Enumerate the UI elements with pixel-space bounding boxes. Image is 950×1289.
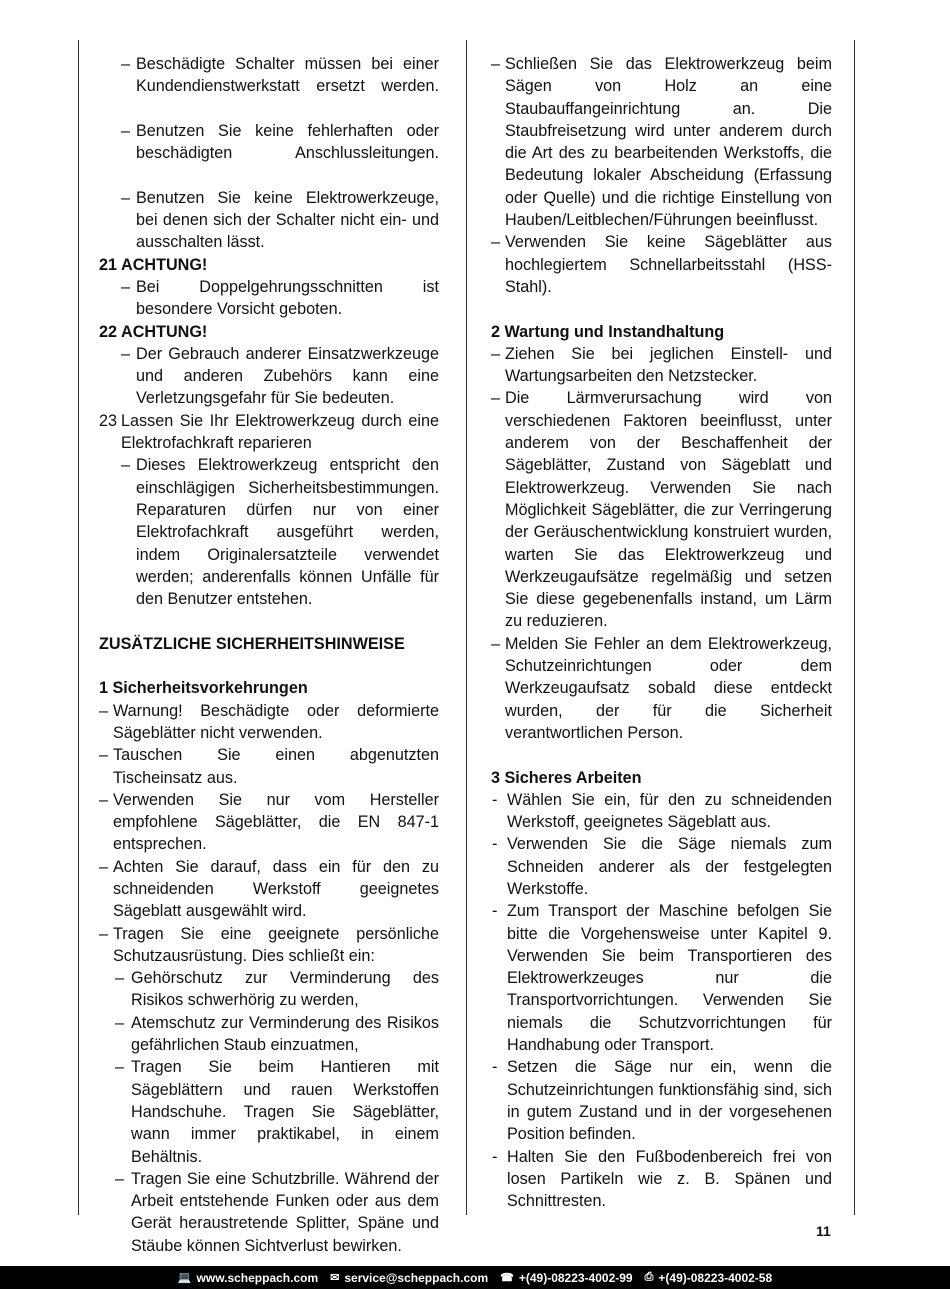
item-text: Der Gebrauch anderer Einsatzwerkzeuge und anderen Zubehörs kann eine Verletzungsgefahr für Sie bedeuten.: [136, 344, 439, 408]
list-item: [491, 833, 832, 900]
email-text: service@scheppach.com: [344, 1270, 489, 1285]
dash-marker: –: [121, 456, 131, 475]
dash-marker: –: [115, 1013, 125, 1032]
item-text: ACHTUNG!: [121, 255, 208, 274]
dash-marker: –: [99, 857, 109, 876]
item-text: Achten Sie darauf, dass ein für den zu schneidenden Werkstoff geeignetes Sägeblatt ausgewählt wird.: [113, 857, 439, 921]
item-text: Bei Doppelgehrungsschnitten ist besondere Vorsicht geboten.: [136, 277, 439, 319]
list-item: [491, 231, 832, 298]
list-item: [99, 923, 439, 968]
item-text: 2 Wartung und Instandhaltung: [491, 322, 725, 341]
item-number: 21: [99, 255, 118, 274]
list-item: [491, 1146, 832, 1213]
section-heading: [99, 677, 439, 699]
dash-marker: –: [491, 389, 501, 408]
item-text: Melden Sie Fehler an dem Elektrowerkzeug, Schutzeinrichtungen oder dem Werkzeugaufsatz sobald diese entdeckt wurden, der für die Sicherheit verantwortlichen Person.: [505, 634, 832, 742]
item-text: 3 Sicheres Arbeiten: [491, 768, 642, 787]
dash-marker: –: [491, 233, 501, 252]
dash-marker: –: [99, 790, 109, 809]
item-text: Warnung! Beschädigte oder deformierte Sägeblätter nicht verwenden.: [113, 701, 439, 742]
list-item: [99, 967, 439, 1012]
right-text-column: [491, 53, 832, 1212]
item-text: 1 Sicherheitsvorkehrungen: [99, 679, 308, 698]
footer-email[interactable]: [330, 1271, 488, 1285]
item-text: Halten Sie den Fußbodenbereich frei von losen Partikeln wie z. B. Spänen und Schnittresten.: [507, 1147, 832, 1211]
list-item: [491, 1056, 832, 1145]
numbered-item: [99, 321, 439, 343]
item-text: Benutzen Sie keine fehlerhaften oder beschädigten Anschlussleitungen.: [136, 121, 439, 163]
dash-marker: –: [99, 924, 109, 943]
computer-icon: 💻: [177, 1272, 192, 1284]
fax-icon: ⎙: [644, 1271, 654, 1283]
dash-marker: -: [492, 835, 498, 854]
footer-website[interactable]: [178, 1271, 318, 1285]
list-item: [99, 1056, 439, 1167]
item-text: Atemschutz zur Verminderung des Risikos gefährlichen Staub einzuatmen,: [131, 1013, 439, 1055]
dash-marker: –: [99, 746, 109, 765]
fax-text: +(49)-08223-4002-58: [658, 1270, 773, 1285]
list-item: [491, 387, 832, 632]
dash-marker: –: [115, 969, 125, 988]
section-heading: [99, 633, 439, 655]
dash-marker: –: [115, 1058, 125, 1077]
item-text: Verwenden Sie keine Sägeblätter aus hochlegiertem Schnellarbeitsstahl (HSS-Stahl).: [505, 233, 832, 296]
paragraph-gap: [491, 298, 832, 320]
numbered-item: [99, 410, 439, 455]
item-text: Tragen Sie eine Schutzbrille. Während der Arbeit entstehende Funken oder aus dem Gerät heraustretende Splitter, Späne und Stäube können Sichtverlust bewirken.: [131, 1169, 439, 1255]
list-item: [99, 789, 439, 856]
list-item: [99, 454, 439, 610]
dash-marker: –: [491, 344, 501, 363]
dash-marker: –: [121, 277, 131, 296]
footer-fax: [645, 1271, 773, 1285]
dash-marker: –: [121, 55, 131, 73]
section-heading: [491, 321, 832, 343]
item-text: Wählen Sie ein, für den zu schneidenden Werkstoff, geeignetes Sägeblatt aus.: [507, 790, 832, 832]
item-number: 23: [99, 411, 118, 430]
item-text: Beschädigte Schalter müssen bei einer Kundendienstwerkstatt ersetzt werden.: [136, 55, 439, 96]
numbered-item: [99, 254, 439, 276]
item-text: Verwenden Sie die Säge niemals zum Schneiden anderer als der festgelegten Werkstoffe.: [507, 835, 832, 898]
center-divider-rule: [466, 40, 467, 1215]
contact-footer: [0, 1266, 950, 1289]
dash-marker: –: [115, 1169, 125, 1188]
dash-marker: –: [121, 344, 131, 363]
item-text: Lassen Sie Ihr Elektrowerkzeug durch eine Elektrofachkraft reparieren: [121, 411, 439, 453]
list-item: [491, 789, 832, 834]
list-item: [99, 1168, 439, 1257]
dash-marker: –: [491, 634, 501, 653]
list-item: [491, 900, 832, 1056]
section-heading: [491, 767, 832, 789]
list-item: [99, 700, 439, 745]
item-text: Setzen die Säge nur ein, wenn die Schutzeinrichtungen funktionsfähig sind, sich in gutem Zustand und in der vorgesehenen Position befinden.: [507, 1058, 832, 1144]
left-text-column: [99, 53, 439, 1257]
right-border-rule: [854, 40, 855, 1215]
item-text: Tragen Sie eine geeignete persönliche Schutzausrüstung. Dies schließt ein:: [113, 924, 439, 965]
item-text: Dieses Elektrowerkzeug entspricht den einschlägigen Sicherheitsbestimmungen. Reparaturen dürfen nur von einer Elektrofachkraft ausgeführt werden, indem Originalersatzteile verwendet werden; anderenfalls können Unfälle für den Benutzer entstehen.: [136, 456, 439, 609]
list-item: [99, 120, 439, 187]
paragraph-gap: [491, 744, 832, 766]
mail-icon: ✉: [330, 1272, 340, 1284]
item-text: Tragen Sie beim Hantieren mit Sägeblättern und rauen Werkstoffen Handschuhe. Tragen Sie Sägeblätter, wann immer praktikabel, in einem Behältnis.: [131, 1058, 439, 1166]
list-item: [99, 187, 439, 254]
dash-marker: -: [492, 790, 498, 809]
dash-marker: -: [492, 1147, 498, 1166]
dash-marker: –: [121, 121, 131, 140]
item-text: Zum Transport der Maschine befolgen Sie bitte die Vorgehensweise unter Kapitel 9. Verwenden Sie beim Transportieren des Elektrowerkzeuges nur die Transportvorrichtungen. Verwenden Sie niemals die Schutzvorrichtungen für Handhabung oder Transport.: [507, 902, 832, 1055]
left-border-rule: [78, 40, 79, 1215]
item-text: Ziehen Sie bei jeglichen Einstell- und Wartungsarbeiten den Netzstecker.: [505, 344, 832, 386]
item-text: Benutzen Sie keine Elektrowerkzeuge, bei denen sich der Schalter nicht ein- und ausschalten lässt.: [136, 188, 439, 252]
list-item: [491, 633, 832, 744]
list-item: [491, 53, 832, 231]
list-item: [99, 343, 439, 410]
website-text: www.scheppach.com: [196, 1270, 319, 1285]
paragraph-gap: [99, 655, 439, 677]
list-item: [99, 1012, 439, 1057]
paragraph-gap: [99, 610, 439, 632]
item-text: Gehörschutz zur Verminderung des Risikos schwerhörig zu werden,: [131, 969, 439, 1010]
item-number: 22: [99, 322, 118, 341]
list-item: [99, 53, 439, 120]
phone-text: +(49)-08223-4002-99: [518, 1270, 633, 1285]
list-item: [99, 276, 439, 321]
item-text: Verwenden Sie nur vom Hersteller empfohlene Sägeblätter, die EN 847-1 entsprechen.: [113, 790, 439, 854]
dash-marker: –: [121, 188, 131, 207]
dash-marker: -: [492, 902, 498, 921]
item-text: Die Lärmverursachung wird von verschiedenen Faktoren beeinflusst, unter anderem von der Beschaffenheit der Sägeblätter, Zustand von Sägeblatt und Elektrowerkzeug. Verwenden Sie nach Möglichkeit Sägeblätter, die zur Verringerung der Geräuschentwicklung konstruiert wurden, warten Sie das Elektrowerkzeug und Werkzeugaufsätze regelmäßig und setzen Sie diese gegebenenfalls instand, um Lärm zu reduzieren.: [505, 389, 832, 631]
list-item: [99, 856, 439, 923]
dash-marker: -: [492, 1058, 498, 1077]
phone-icon: ☎: [500, 1272, 514, 1284]
item-text: ZUSÄTZLICHE SICHERHEITSHINWEISE: [99, 634, 405, 653]
page-number: 11: [816, 1223, 831, 1239]
list-item: [99, 744, 439, 789]
item-text: ACHTUNG!: [121, 322, 208, 341]
dash-marker: –: [491, 55, 501, 73]
item-text: Tauschen Sie einen abgenutzten Tischeinsatz aus.: [113, 746, 439, 787]
footer-phone: [500, 1271, 632, 1285]
dash-marker: –: [99, 701, 109, 720]
list-item: [491, 343, 832, 388]
item-text: Schließen Sie das Elektrowerkzeug beim Sägen von Holz an eine Staubauffangeinrichtung an. Die Staubfreisetzung wird unter anderem durch die Art des zu bearbeitenden Werkstoffs, die Bedeutung lokaler Abscheidung (Erfassung oder Quelle) und die richtige Einstellung von Hauben/Leitblechen/Führungen beeinflusst.: [505, 55, 832, 230]
